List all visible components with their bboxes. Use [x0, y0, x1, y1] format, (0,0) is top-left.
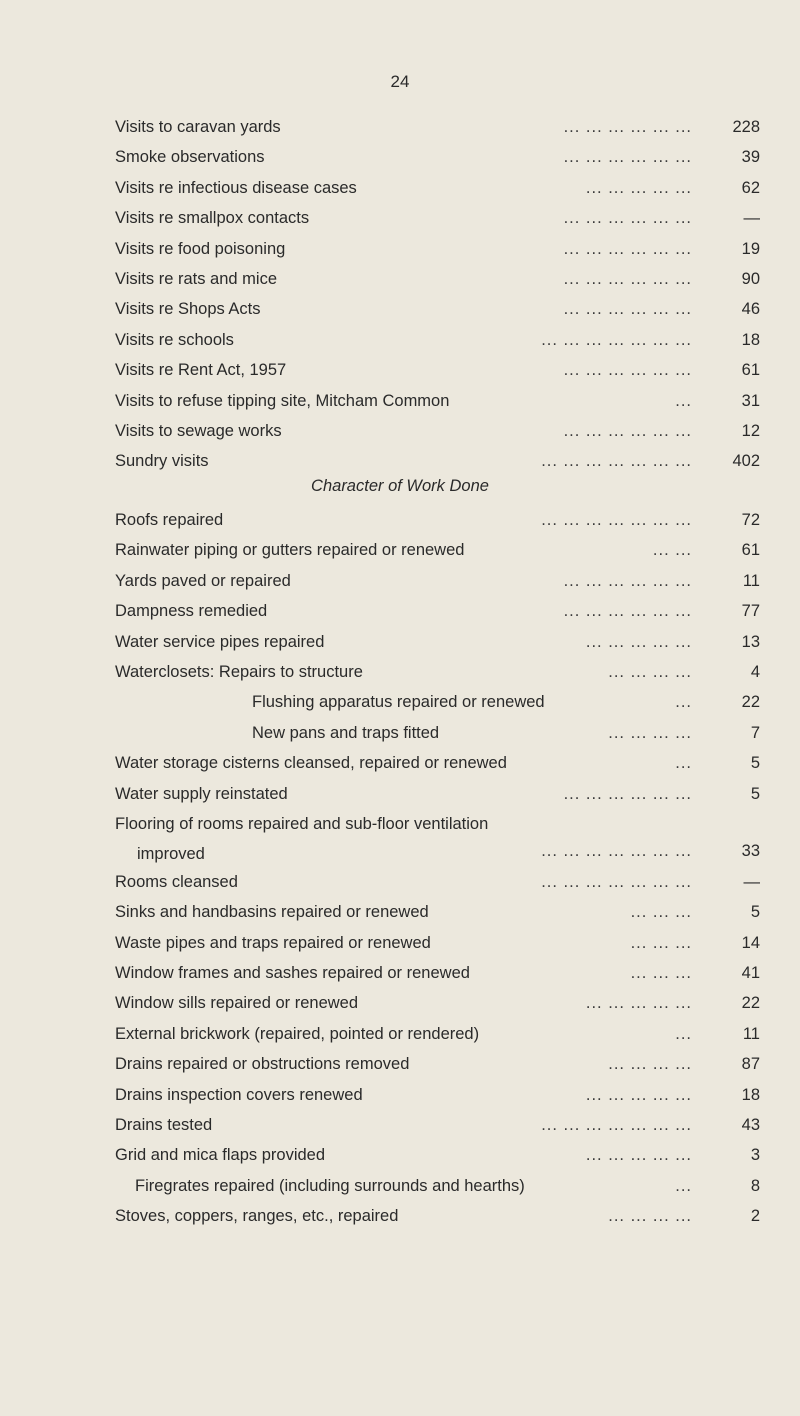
- leader-dots: ... ... ... ... ... ...: [563, 602, 692, 621]
- leader-dots: ... ... ... ... ...: [585, 178, 692, 197]
- row-value: 72: [741, 511, 760, 529]
- row-value: 7: [750, 723, 760, 742]
- row-value: 62: [741, 178, 760, 197]
- leader-dots: ... ... ... ...: [608, 723, 692, 742]
- row-label: Sinks and handbasins repaired or renewed: [115, 903, 429, 922]
- table-row: [115, 928, 760, 958]
- leader-dots: ...: [675, 1176, 692, 1195]
- leader-dots: ... ... ... ... ... ...: [563, 361, 692, 380]
- row-label: Visits re Shops Acts: [115, 300, 261, 319]
- row-value: 13: [741, 632, 760, 651]
- row-label: Waterclosets: Repairs to structure: [115, 662, 363, 681]
- row-value: 2: [750, 1207, 760, 1226]
- table-row: [115, 1049, 760, 1079]
- table-row: [115, 657, 760, 687]
- row-value: 18: [741, 330, 760, 349]
- row-value: 19: [741, 239, 760, 258]
- row-value: 31: [741, 391, 760, 410]
- visits-table: [115, 112, 760, 477]
- page-number: 24: [390, 72, 410, 91]
- leader-dots: ... ... ... ... ... ...: [563, 300, 692, 319]
- row-value: 14: [741, 933, 760, 952]
- work-table: [115, 505, 760, 1232]
- row-label: New pans and traps fitted: [252, 723, 440, 742]
- table-row: [115, 1110, 760, 1140]
- row-label: Visits to sewage works: [115, 421, 282, 440]
- row-label: Rainwater piping or gutters repaired or renewed: [115, 541, 465, 560]
- row-value: 77: [741, 602, 760, 621]
- table-row: [115, 173, 760, 203]
- row-label: Sundry visits: [115, 452, 209, 471]
- row-value: 5: [750, 903, 760, 922]
- leader-dots: ... ... ...: [630, 964, 692, 983]
- table-row: [115, 1080, 760, 1110]
- row-label: Drains repaired or obstructions removed: [115, 1055, 410, 1074]
- row-value: 61: [741, 361, 760, 380]
- leader-dots: ...: [675, 754, 692, 773]
- table-row: [115, 294, 760, 324]
- row-label: External brickwork (repaired, pointed or rendered): [115, 1024, 480, 1043]
- row-label: Visits re infectious disease cases: [115, 178, 357, 197]
- row-value: —: [743, 872, 760, 891]
- row-value: 87: [741, 1055, 760, 1074]
- leader-dots: ... ... ... ... ... ... ...: [541, 1116, 692, 1135]
- row-value: 90: [741, 269, 760, 288]
- row-value: 5: [750, 784, 760, 803]
- row-value: 3: [750, 1146, 760, 1165]
- row-value: 39: [741, 148, 760, 167]
- row-value: 41: [741, 964, 760, 983]
- table-row: [115, 264, 760, 294]
- table-row: [115, 234, 760, 264]
- row-label: Visits re schools: [115, 330, 234, 349]
- row-value: 46: [741, 300, 760, 319]
- row-value: 43: [741, 1116, 760, 1135]
- row-value: 11: [742, 1024, 760, 1043]
- row-label: Rooms cleansed: [115, 872, 238, 891]
- leader-dots: ... ... ... ... ... ...: [563, 421, 692, 440]
- table-row: [115, 779, 760, 809]
- leader-dots: ... ... ... ... ... ...: [563, 239, 692, 258]
- row-label: Water service pipes repaired: [115, 632, 325, 651]
- row-label: Visits to caravan yards: [115, 118, 281, 136]
- row-value: 4: [750, 662, 760, 681]
- leader-dots: ... ... ... ... ... ...: [563, 269, 692, 288]
- table-row: [115, 355, 760, 385]
- table-row: [115, 748, 760, 778]
- row-label: Drains inspection covers renewed: [115, 1085, 363, 1104]
- leader-dots: ... ... ... ... ... ...: [563, 148, 692, 167]
- table-row: [115, 535, 760, 565]
- leader-dots: ... ... ... ...: [608, 1055, 692, 1074]
- row-label: Yards paved or repaired: [115, 571, 291, 590]
- leader-dots: ... ... ... ... ... ... ...: [541, 330, 692, 349]
- row-value: —: [743, 209, 760, 228]
- leader-dots: ...: [675, 693, 692, 712]
- row-value: 228: [732, 118, 760, 136]
- table-row: [115, 325, 760, 355]
- row-value: 61: [741, 541, 760, 560]
- leader-dots: ... ... ... ...: [608, 1207, 692, 1226]
- leader-dots: ... ... ...: [630, 903, 692, 922]
- table-row: [115, 142, 760, 172]
- row-label: Flushing apparatus repaired or renewed: [252, 693, 545, 712]
- row-value: 33: [741, 841, 760, 860]
- row-label: Window frames and sashes repaired or renewed: [115, 964, 470, 983]
- leader-dots: ... ... ... ... ... ... ...: [541, 872, 692, 891]
- row-value: 22: [741, 994, 760, 1013]
- table-row: [115, 897, 760, 927]
- table-row: [115, 596, 760, 626]
- table-row: [115, 988, 760, 1018]
- row-value: 5: [750, 754, 760, 773]
- row-label: Smoke observations: [115, 148, 265, 167]
- table-row: [115, 809, 760, 867]
- row-label: Water supply reinstated: [115, 784, 288, 803]
- table-row: [115, 1171, 760, 1201]
- leader-dots: ... ... ... ... ... ... ...: [541, 452, 692, 471]
- table-row: [115, 687, 760, 717]
- row-value: 18: [741, 1085, 760, 1104]
- row-label: Stoves, coppers, ranges, etc., repaired: [115, 1207, 399, 1226]
- table-row: [115, 566, 760, 596]
- table-row: [115, 446, 760, 476]
- leader-dots: ... ... ... ... ... ...: [563, 784, 692, 803]
- table-row: [115, 867, 760, 897]
- table-row: [115, 505, 760, 535]
- row-label: Window sills repaired or renewed: [115, 994, 359, 1013]
- row-label-line1: Flooring of rooms repaired and sub-floor ventilation: [115, 814, 489, 833]
- leader-dots: ... ... ... ... ... ...: [563, 209, 692, 228]
- row-label: Dampness remedied: [115, 602, 268, 621]
- leader-dots: ... ... ... ... ...: [585, 1085, 692, 1104]
- leader-dots: ... ... ... ... ... ... ...: [541, 841, 692, 860]
- table-row: [115, 1201, 760, 1231]
- table-row: [115, 416, 760, 446]
- table-row: [115, 627, 760, 657]
- leader-dots: ... ... ... ... ...: [585, 632, 692, 651]
- row-label: Grid and mica flaps provided: [115, 1146, 326, 1165]
- table-row: [115, 1140, 760, 1170]
- leader-dots: ... ... ...: [630, 933, 692, 952]
- table-row: [115, 386, 760, 416]
- table-row: [115, 958, 760, 988]
- row-label: Roofs repaired: [115, 511, 224, 529]
- leader-dots: ... ... ... ... ... ...: [563, 571, 692, 590]
- row-label-line2: improved: [137, 844, 205, 863]
- row-value: 22: [741, 693, 760, 712]
- leader-dots: ... ... ... ... ... ... ...: [541, 511, 692, 529]
- section-heading: Character of Work Done: [311, 477, 489, 495]
- leader-dots: ...: [675, 391, 692, 410]
- leader-dots: ...: [675, 1024, 692, 1043]
- row-label: Water storage cisterns cleansed, repaired or renewed: [115, 754, 507, 773]
- table-row: [115, 718, 760, 748]
- row-label: Drains tested: [115, 1116, 213, 1135]
- row-label: Firegrates repaired (including surrounds and hearths): [135, 1176, 525, 1195]
- row-label: Visits to refuse tipping site, Mitcham Common: [115, 391, 450, 410]
- leader-dots: ... ... ... ...: [608, 662, 692, 681]
- leader-dots: ... ... ... ... ... ...: [563, 118, 692, 136]
- leader-dots: ... ... ... ... ...: [585, 994, 692, 1013]
- leader-dots: ... ... ... ... ...: [585, 1146, 692, 1165]
- row-label: Waste pipes and traps repaired or renewed: [115, 933, 431, 952]
- leader-dots: ... ...: [652, 541, 692, 560]
- row-value: 402: [732, 452, 760, 471]
- table-row: [115, 112, 760, 142]
- row-label: Visits re food poisoning: [115, 239, 286, 258]
- table-row: [115, 1019, 760, 1049]
- row-value: 8: [750, 1176, 760, 1195]
- row-value: 11: [742, 571, 760, 590]
- row-value: 12: [741, 421, 760, 440]
- row-label: Visits re smallpox contacts: [115, 209, 310, 228]
- row-label: Visits re Rent Act, 1957: [115, 361, 287, 380]
- table-row: [115, 203, 760, 233]
- row-label: Visits re rats and mice: [115, 269, 278, 288]
